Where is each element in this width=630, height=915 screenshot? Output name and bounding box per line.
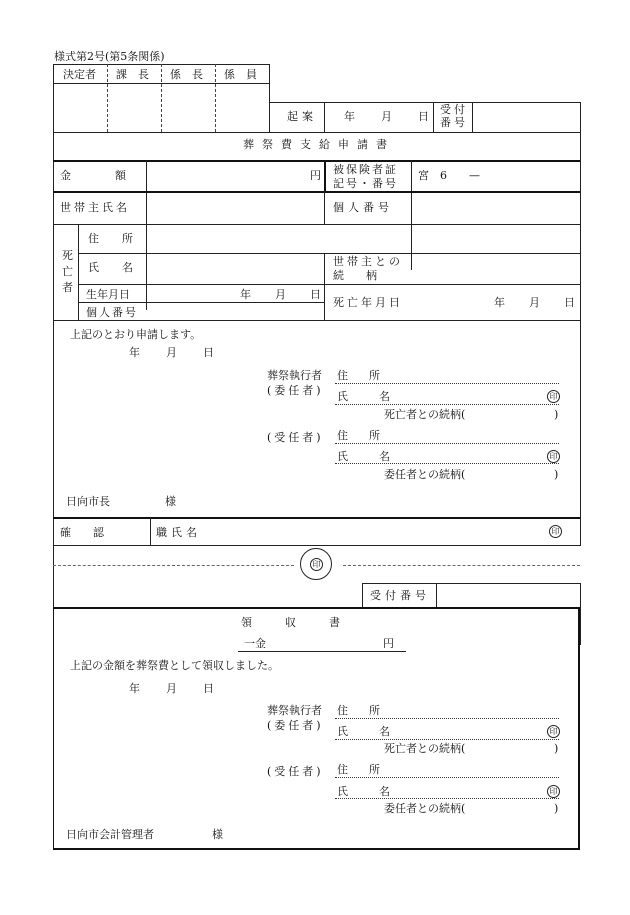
r-junin-role: (受任者) bbox=[267, 765, 324, 778]
kian-top-line bbox=[269, 102, 580, 103]
receipt-uketsuke-mid bbox=[436, 583, 437, 608]
cut-line-right bbox=[343, 565, 580, 566]
r-sosai-jusho: 住 所 bbox=[337, 704, 385, 717]
setai-rel-field[interactable] bbox=[415, 255, 577, 281]
receipt-right-upper bbox=[580, 583, 581, 645]
receipt-uketsuke-top bbox=[362, 583, 580, 584]
receipt-day: 日 bbox=[203, 682, 214, 695]
mayor-sama: 様 bbox=[165, 495, 176, 508]
shimei-label: 氏 名 bbox=[88, 261, 139, 274]
r-junin-rel-close: ) bbox=[554, 802, 559, 815]
form-right-border-lower bbox=[580, 188, 581, 518]
shibo-side-label: 死亡者 bbox=[62, 249, 73, 294]
approval-divider-3 bbox=[215, 64, 216, 132]
sosai-jusho: 住 所 bbox=[337, 369, 385, 382]
receipt-uketsuke-label: 受付番号 bbox=[370, 589, 430, 602]
sosai-shimei: 氏 名 bbox=[337, 390, 400, 403]
approval-right-border bbox=[269, 64, 270, 132]
form-left-border bbox=[53, 64, 54, 644]
form-right-border-upper bbox=[580, 102, 581, 188]
junin-jusho-line[interactable] bbox=[335, 443, 559, 444]
treasurer-label: 日向市会計管理者 bbox=[66, 828, 154, 841]
kakunin-divider bbox=[150, 517, 151, 546]
shibo-month: 月 bbox=[529, 296, 540, 309]
label-column-divider bbox=[146, 160, 147, 310]
seinen-bottom-line bbox=[78, 302, 324, 303]
kakunin-bottom-line bbox=[53, 545, 580, 546]
hoken-label-1: 被保険者証 bbox=[333, 163, 398, 176]
title-top-line bbox=[53, 132, 580, 133]
sosai-jusho-line[interactable] bbox=[335, 383, 559, 384]
receipt-year: 年 bbox=[129, 682, 140, 695]
kian-month: 月 bbox=[381, 110, 392, 123]
receipt-uketsuke-left bbox=[362, 583, 363, 608]
kakunin-label: 確 認 bbox=[60, 526, 104, 539]
shibo-day: 日 bbox=[564, 296, 575, 309]
receipt-month: 月 bbox=[166, 682, 177, 695]
uketsuke-label-2: 番号 bbox=[440, 116, 468, 129]
sosai-rel: 死亡者との続柄( bbox=[384, 408, 466, 421]
approval-header-kacho: 課 長 bbox=[116, 68, 149, 81]
r-sosai-shimei: 氏 名 bbox=[337, 725, 400, 738]
approval-header-kakaricho: 係 長 bbox=[170, 68, 203, 81]
approval-divider-1 bbox=[107, 64, 108, 132]
keiin-seal-icon bbox=[300, 548, 332, 580]
jusho-bottom-line bbox=[78, 253, 580, 254]
apply-day: 日 bbox=[203, 346, 214, 359]
declaration-text: 上記のとおり申請します。 bbox=[70, 328, 202, 341]
shibo-kojin-bango-field[interactable] bbox=[150, 304, 320, 320]
uketsuke-label-1: 受付 bbox=[440, 103, 468, 116]
receipt-uketsuke-field[interactable] bbox=[438, 585, 578, 606]
kian-year: 年 bbox=[344, 110, 355, 123]
r-sosai-seal-icon: 印 bbox=[547, 725, 560, 738]
mayor-label: 日向市長 bbox=[66, 495, 110, 508]
r-junin-jusho-line[interactable] bbox=[335, 777, 559, 778]
r-sosai-rel-close: ) bbox=[554, 742, 559, 755]
junin-jusho: 住 所 bbox=[337, 429, 385, 442]
kingaku-right-thick bbox=[324, 160, 326, 192]
seinen-label: 生年月日 bbox=[86, 288, 130, 301]
receipt-title: 領 収 書 bbox=[241, 616, 340, 629]
sosai-seal-icon: 印 bbox=[547, 390, 560, 403]
kakunin-right-border bbox=[580, 517, 581, 546]
kian-label: 起案 bbox=[287, 110, 317, 123]
uketsuke-divider-right bbox=[472, 102, 473, 132]
setai-rel-label-1: 世帯主との bbox=[333, 255, 403, 268]
hoken-value[interactable]: 宮 6 — bbox=[418, 169, 480, 182]
junin-rel: 委任者との続柄( bbox=[384, 468, 466, 481]
ichikin-underline[interactable] bbox=[238, 651, 406, 652]
jusho-label: 住 所 bbox=[88, 232, 139, 245]
receipt-text: 上記の金額を葬祭費として領収しました。 bbox=[70, 659, 279, 672]
setai-name-label: 世帯主氏名 bbox=[60, 201, 130, 214]
shibo-jusho-field[interactable] bbox=[150, 226, 576, 252]
sosai-shimei-line[interactable] bbox=[335, 404, 559, 405]
setai-rel-label-2: 続 柄 bbox=[333, 269, 377, 282]
shokushimei-label: 職氏名 bbox=[156, 526, 201, 539]
sosai-role-1: 葬祭執行者 bbox=[267, 369, 322, 382]
r-sosai-shimei-line[interactable] bbox=[335, 739, 559, 740]
junin-rel-close: ) bbox=[554, 468, 559, 481]
approval-header-kettei: 決定者 bbox=[63, 68, 96, 81]
r-junin-shimei: 氏 名 bbox=[337, 785, 400, 798]
seinen-day: 日 bbox=[310, 288, 321, 301]
treasurer-sama: 様 bbox=[212, 828, 223, 841]
shibo-shimei-field[interactable] bbox=[150, 255, 320, 281]
kingaku-field[interactable] bbox=[150, 162, 320, 190]
form-title: 葬祭費支給申請書 bbox=[243, 138, 395, 151]
setai-kojin-bango-field[interactable] bbox=[415, 193, 577, 221]
kian-divider bbox=[324, 102, 325, 132]
kingaku-yen: 円 bbox=[310, 169, 321, 182]
r-junin-rel: 委任者との続柄( bbox=[384, 802, 466, 815]
setai-bottom-line bbox=[53, 224, 580, 225]
ichikin-label: 一金 bbox=[244, 637, 266, 650]
kojin-bango-label: 個人番号 bbox=[333, 201, 393, 214]
ichikin-yen: 円 bbox=[383, 637, 394, 650]
hoken-label-2: 記号・番号 bbox=[333, 177, 398, 190]
keiin-inner-seal: 印 bbox=[310, 558, 323, 571]
r-sosai-rel: 死亡者との続柄( bbox=[384, 742, 466, 755]
setai-name-field[interactable] bbox=[150, 193, 320, 221]
r-junin-seal-icon: 印 bbox=[547, 785, 560, 798]
kingaku-label: 金 額 bbox=[60, 169, 126, 182]
junin-seal-icon: 印 bbox=[547, 450, 560, 463]
form-number: 様式第2号(第5条関係) bbox=[54, 50, 165, 63]
shibo-mid-divider bbox=[324, 253, 325, 321]
r-sosai-jusho-line[interactable] bbox=[335, 718, 559, 719]
r-sosai-role-1: 葬祭執行者 bbox=[267, 704, 322, 717]
sosai-rel-close: ) bbox=[554, 408, 559, 421]
cut-line-left bbox=[53, 565, 294, 566]
shimei-bottom-line bbox=[78, 284, 580, 285]
junin-shimei-line[interactable] bbox=[335, 463, 559, 464]
shibo-kojin-bango-label: 個人番号 bbox=[86, 306, 138, 319]
r-junin-jusho: 住 所 bbox=[337, 763, 385, 776]
shibo-bottom-line bbox=[53, 320, 580, 321]
seinen-month: 月 bbox=[275, 288, 286, 301]
sosai-role-2: (委任者) bbox=[267, 384, 324, 397]
junin-shimei: 氏 名 bbox=[337, 450, 400, 463]
shibo-ymd-label: 死亡年月日 bbox=[333, 296, 403, 309]
r-junin-shimei-line[interactable] bbox=[335, 798, 559, 799]
setai-mid-divider bbox=[324, 191, 325, 225]
uketsuke-divider-left bbox=[433, 102, 434, 132]
seinen-year: 年 bbox=[240, 288, 251, 301]
r-sosai-role-2: (委任者) bbox=[267, 719, 324, 732]
approval-divider-2 bbox=[161, 64, 162, 132]
kian-day: 日 bbox=[418, 110, 429, 123]
uketsuke-number-field[interactable] bbox=[474, 104, 578, 130]
apply-year: 年 bbox=[129, 346, 140, 359]
apply-month: 月 bbox=[166, 346, 177, 359]
shibo-side-divider bbox=[78, 224, 79, 320]
approval-header-kakariin: 係 員 bbox=[224, 68, 257, 81]
junin-role: (受任者) bbox=[267, 431, 324, 444]
shibo-year: 年 bbox=[494, 296, 505, 309]
kakunin-top-line bbox=[53, 517, 580, 519]
kakunin-seal-icon: 印 bbox=[549, 525, 562, 538]
